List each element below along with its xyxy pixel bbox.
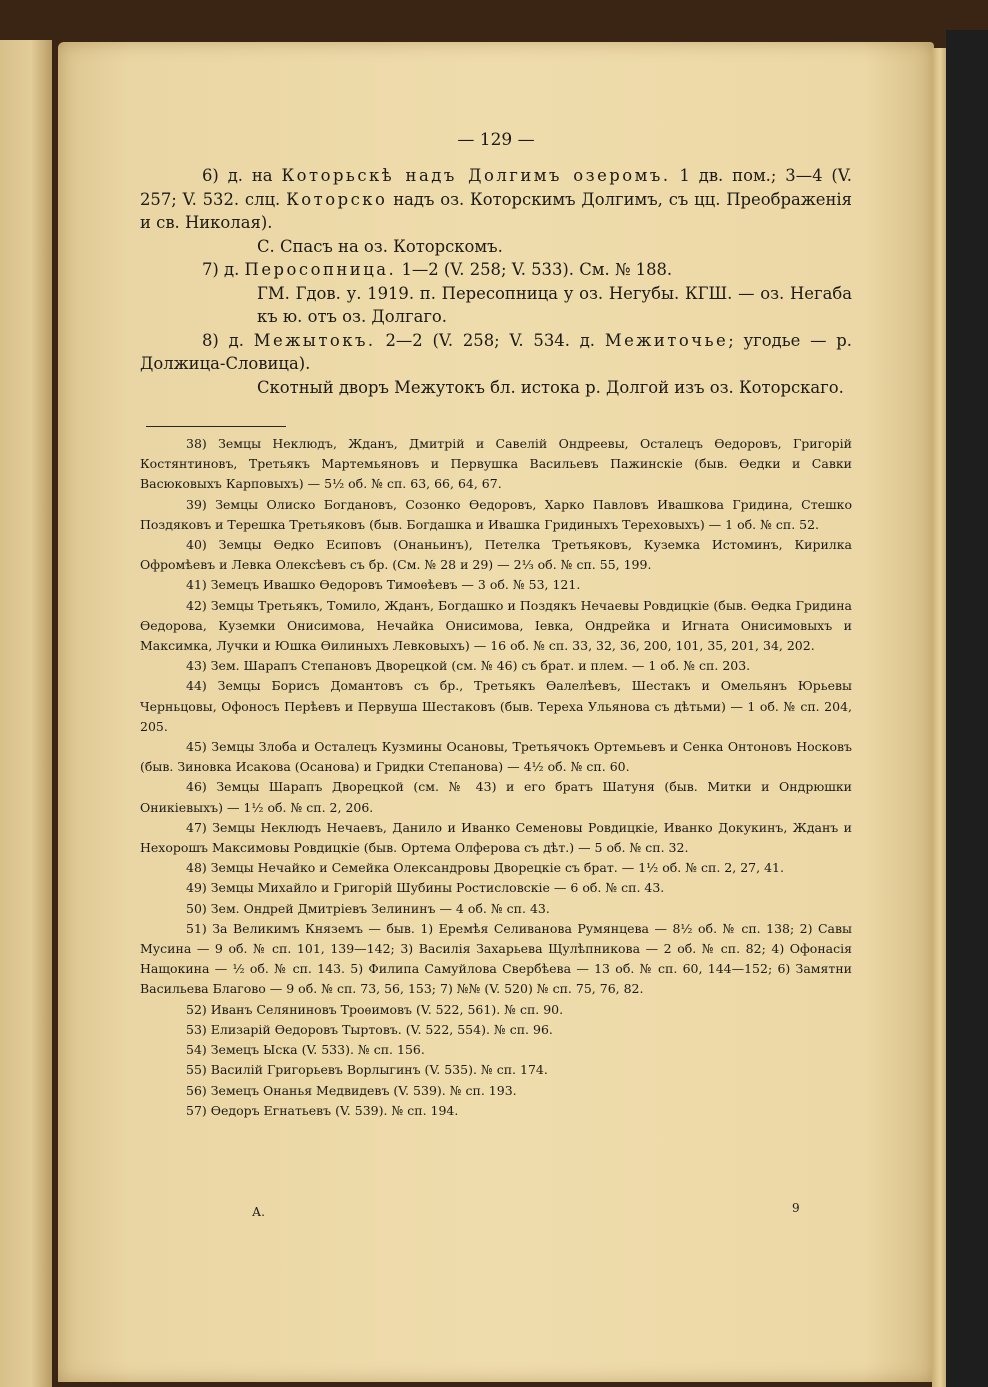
footnote: 55) Василій Григорьевъ Ворлыгинъ (V. 535). № сп. 174. <box>186 1062 548 1078</box>
footnote: 49) Земцы Михайло и Григорій Шубины Ростисловскіе — 6 об. № сп. 43. <box>186 880 665 896</box>
footnote: 41) Земецъ Ивашко Ѳедоровъ Тимоѳѣевъ — 3 об. № 53, 121. <box>186 577 581 593</box>
footnotes <box>140 434 852 1121</box>
entry-8-name: Межытокъ. <box>253 330 376 350</box>
entry-7-post: 1—2 (V. 258; V. 533). См. № 188. <box>396 260 673 279</box>
previous-page-edge <box>0 40 52 1387</box>
footnote-separator <box>146 426 286 427</box>
book-cover-edge <box>946 30 988 1387</box>
footnote: 57) Ѳедоръ Егнатьевъ (V. 539). № сп. 194. <box>186 1102 459 1118</box>
footnote: 53) Елизарій Ѳедоровъ Тыртовъ. (V. 522, 554). № сп. 96. <box>186 1021 553 1037</box>
footnote: 52) Иванъ Селяниновъ Троѳимовъ (V. 522, 561). № сп. 90. <box>186 1001 564 1017</box>
entry-6-note: С. Спасъ на оз. Которскомъ. <box>257 236 503 256</box>
entry-6-pre: 6) д. на <box>202 166 282 185</box>
entry-6-post2: надъ оз. Которскимъ Долгимъ, съ цц. Преображенія и св. Николая). <box>140 189 852 232</box>
footnote: 56) Земецъ Онанья Медвидевъ (V. 539). № сп. 193. <box>186 1082 517 1098</box>
footnote: 46) Земцы Шарапъ Дворецкой (см. № 43) и его братъ Шатуня (быв. Митки и Ондрюшки Оникіевыхъ) — 1½ об. № сп. 2, 206. <box>140 779 852 815</box>
footnote: 39) Земцы Олиско Богдановъ, Созонко Ѳедоровъ, Харко Павловъ Ивашкова Гридина, Стешко Поздяковъ и Терешка Третьяковъ (быв. Богдашка и Ивашка Гридиныхъ Тереховыхъ) — 1 об. № сп. 52. <box>140 496 852 532</box>
entry-8-post1: 2—2 (V. 258; V. 534. д. <box>375 330 605 350</box>
footnote: 48) Земцы Нечайко и Семейка Олександровы Дворецкіе съ брат. — 1½ об. № сп. 2, 27, 41. <box>186 860 784 876</box>
footnote: 54) Земецъ Ыска (V. 533). № сп. 156. <box>186 1042 425 1058</box>
entry-6-name: Которьскѣ надъ Долгимъ озеромъ. <box>281 166 671 185</box>
entry-8 <box>140 329 852 376</box>
entry-7-pre: 7) д. <box>202 260 245 279</box>
entry-6-post1: 1 дв. пом.; 3—4 (V. 257; V. 532. слц. <box>140 166 852 209</box>
signature-mark-left: А. <box>252 1205 265 1219</box>
entry-8-note: Скотный дворъ Межутокъ бл. истока р. Долгой изъ оз. Которскаго. <box>257 377 844 397</box>
entry-6-name2: Которско <box>286 189 388 209</box>
footnote: 43) Зем. Шарапъ Степановъ Дворецкой (см. № 46) съ брат. и плем. — 1 об. № сп. 203. <box>186 658 751 674</box>
signature-mark-right: 9 <box>792 1201 800 1215</box>
entry-8-name2: Межиточье <box>604 330 729 350</box>
footnote: 45) Земцы Злоба и Осталецъ Кузмины Осановы, Третьячокъ Ортемьевъ и Сенка Онтоновъ Носковъ (быв. Зиновка Исакова (Осанова) и Гридки Степанова) — 4½ об. № сп. 60. <box>140 739 852 775</box>
footnote: 50) Зем. Ондрей Дмитріевъ Зелининъ — 4 об. № сп. 43. <box>186 900 550 916</box>
book-page <box>58 42 934 1382</box>
footnote: 51) За Великимъ Княземъ — быв. 1) Еремѣя Селиванова Румянцева — 8½ об. № сп. 138; 2) Савы Мусина — 9 об. № сп. 101, 139—142; 3) Василія Захарьева Щулѣпникова — 2 об. № сп. 82; 4) Офонасія Нащокина — ½ об. № сп. 143. 5) Филипа Самуйлова Свербѣева — 13 об. № сп. 60, 144—152; 6) Замятни Васильева Благово — 9 об. № сп. 73, 56, 153; 7) №№ (V. 520) № сп. 75, 76, 82. <box>140 920 852 997</box>
footnote: 47) Земцы Неклюдъ Нечаевъ, Данило и Иванко Семеновы Ровдицкіе, Иванко Докукинъ, Жданъ и Нехорошъ Максимовы Ровдицкіе (быв. Ортема Олферова съ дѣт.) — 5 об. № сп. 32. <box>140 819 852 856</box>
entry-7-note: ГМ. Гдов. у. 1919. п. Пересопница у оз. Негубы. КГШ. — оз. Негаба къ ю. отъ оз. Долгаго. <box>257 283 852 326</box>
entry-7-name: Перосопница. <box>244 260 397 279</box>
entry-6 <box>140 164 852 235</box>
entry-8-post2: ; угодье — р. Должица-Словица). <box>140 330 853 373</box>
entry-7 <box>140 258 852 282</box>
page-number: — 129 — <box>457 130 535 150</box>
footnote: 44) Земцы Борисъ Домантовъ съ бр., Третьякъ Ѳалелѣевъ, Шестакъ и Омельянъ Юрьевы Черньцовы, Офоносъ Перѣевъ и Первуша Шестаковъ (быв. Тереха Ульянова съ дѣтьми) — 1 об. № сп. 204, 205. <box>140 678 852 734</box>
main-text <box>140 164 852 399</box>
footnote: 40) Земцы Ѳедко Есиповъ (Онаньинъ), Петелка Третьяковъ, Куземка Истоминъ, Кирилка Офромѣевъ и Левка Олексѣевъ съ бр. (См. № 28 и 29) — 2⅓ об. № сп. 55, 199. <box>140 537 852 573</box>
footnote: 38) Земцы Неклюдъ, Жданъ, Дмитрій и Савелій Ондреевы, Осталецъ Ѳедоровъ, Григорій Костянтиновъ, Третьякъ Мартемьяновъ и Первушка Васильевъ Пажинскіе (быв. Ѳедки и Савки Васюковыхъ Карповыхъ) — 5½ об. № сп. 63, 66, 64, 67. <box>140 436 852 492</box>
footnote: 42) Земцы Третьякъ, Томило, Жданъ, Богдашко и Поздякъ Нечаевы Ровдицкіе (быв. Ѳедка Гридина Ѳедорова, Куземки Онисимова, Нечайка Онисимова, Іевка, Ондрейка и Игната Онисимовыхъ и Максимка, Лучки и Юшка Ѳилиныхъ Левковыхъ) — 16 об. № сп. 33, 32, 36, 200, 101, 35, 201, 34, 202. <box>140 597 852 654</box>
entry-8-pre: 8) д. <box>202 330 254 350</box>
